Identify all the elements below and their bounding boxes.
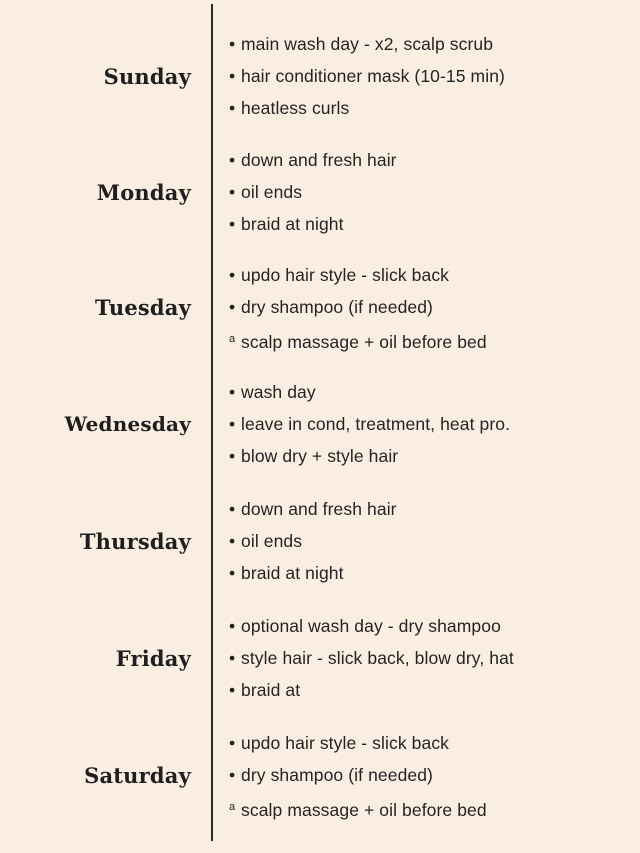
list-item-text: blow dry + style hair <box>241 446 399 466</box>
list-item <box>229 525 640 557</box>
list-item-text: updo hair style - slick back <box>241 265 450 285</box>
list-item <box>229 176 640 208</box>
list-item-text: updo hair style - slick back <box>241 733 450 753</box>
schedule-row-sunday <box>0 10 640 140</box>
list-item-text: style hair - slick back, blow dry, hat <box>241 648 514 668</box>
bullet-icon: • <box>229 297 236 317</box>
list-item <box>229 208 640 240</box>
list-item <box>229 408 640 440</box>
bullet-icon: • <box>229 733 236 753</box>
bullet-icon: • <box>229 98 236 118</box>
day-name-tuesday: Tuesday <box>94 294 191 320</box>
list-item-text: oil ends <box>241 182 303 202</box>
day-label-cell <box>0 727 211 823</box>
list-item <box>229 493 640 525</box>
day-name-sunday: Sunday <box>103 63 191 89</box>
day-name-monday: Monday <box>96 179 191 205</box>
list-item <box>229 144 640 176</box>
list-item <box>229 28 640 60</box>
day-label-cell <box>0 610 211 706</box>
list-item-text: optional wash day - dry shampoo <box>241 616 501 636</box>
bullet-icon: • <box>229 382 236 402</box>
list-item-text: oil ends <box>241 531 303 551</box>
list-item-text: dry shampoo (if needed) <box>241 297 433 317</box>
vertical-divider <box>211 4 213 841</box>
list-item-text: scalp massage + oil before bed <box>241 332 487 352</box>
bullet-icon: • <box>229 531 236 551</box>
schedule-row-thursday <box>0 491 640 608</box>
bullet-icon: • <box>229 214 236 234</box>
bullet-icon: • <box>229 499 236 519</box>
task-list-saturday <box>211 727 640 826</box>
task-list-tuesday <box>211 259 640 358</box>
bullet-icon: • <box>229 34 236 54</box>
task-list-monday <box>211 144 640 240</box>
list-item-text: heatless curls <box>241 98 350 118</box>
day-name-saturday: Saturday <box>84 762 191 788</box>
list-item <box>229 376 640 408</box>
list-item-text: down and fresh hair <box>241 150 397 170</box>
bullet-icon: • <box>229 150 236 170</box>
schedule-row-monday <box>0 140 640 257</box>
day-label-cell <box>0 144 211 240</box>
day-label-cell <box>0 493 211 589</box>
bullet-icon: • <box>229 648 236 668</box>
day-name-thursday: Thursday <box>79 528 191 554</box>
list-item-text: dry shampoo (if needed) <box>241 765 433 785</box>
bullet-icon: • <box>229 616 236 636</box>
day-label-cell <box>0 259 211 355</box>
list-item-text: leave in cond, treatment, heat pro. <box>241 414 511 434</box>
day-label-cell <box>0 28 211 124</box>
list-item-text: braid at night <box>241 563 344 583</box>
bullet-icon: • <box>229 446 236 466</box>
list-item <box>229 291 640 323</box>
bullet-icon: • <box>229 414 236 434</box>
list-item <box>229 323 640 358</box>
list-item <box>229 674 640 706</box>
list-item <box>229 759 640 791</box>
list-item-text: braid at night <box>241 214 344 234</box>
list-item <box>229 557 640 589</box>
task-list-wednesday <box>211 376 640 472</box>
day-label-cell <box>0 376 211 472</box>
day-name-friday: Friday <box>115 645 191 671</box>
schedule-row-saturday <box>0 725 640 842</box>
list-item <box>229 92 640 124</box>
list-item <box>229 440 640 472</box>
schedule-row-friday <box>0 608 640 725</box>
schedule-row-tuesday <box>0 257 640 374</box>
list-item <box>229 259 640 291</box>
bullet-icon: • <box>229 765 236 785</box>
task-list-thursday <box>211 493 640 589</box>
day-name-wednesday: Wednesday <box>64 412 191 436</box>
bullet-icon: • <box>229 680 236 700</box>
schedule-row-wednesday <box>0 374 640 491</box>
list-item-text: scalp massage + oil before bed <box>241 800 487 820</box>
bullet-icon: • <box>229 563 236 583</box>
bullet-icon: • <box>229 66 236 86</box>
list-item-text: main wash day - x2, scalp scrub <box>241 34 494 54</box>
list-item-text: wash day <box>241 382 316 402</box>
list-item-text: hair conditioner mask (10-15 min) <box>241 66 505 86</box>
list-item <box>229 610 640 642</box>
list-item <box>229 791 640 826</box>
list-item <box>229 642 640 674</box>
bullet-icon: • <box>229 182 236 202</box>
bullet-icon: a <box>229 801 236 813</box>
bullet-icon: • <box>229 265 236 285</box>
task-list-sunday <box>211 28 640 124</box>
bullet-icon: a <box>229 333 236 345</box>
list-item-text: down and fresh hair <box>241 499 397 519</box>
list-item <box>229 60 640 92</box>
list-item-text: braid at <box>241 680 301 700</box>
task-list-friday <box>211 610 640 706</box>
list-item <box>229 727 640 759</box>
